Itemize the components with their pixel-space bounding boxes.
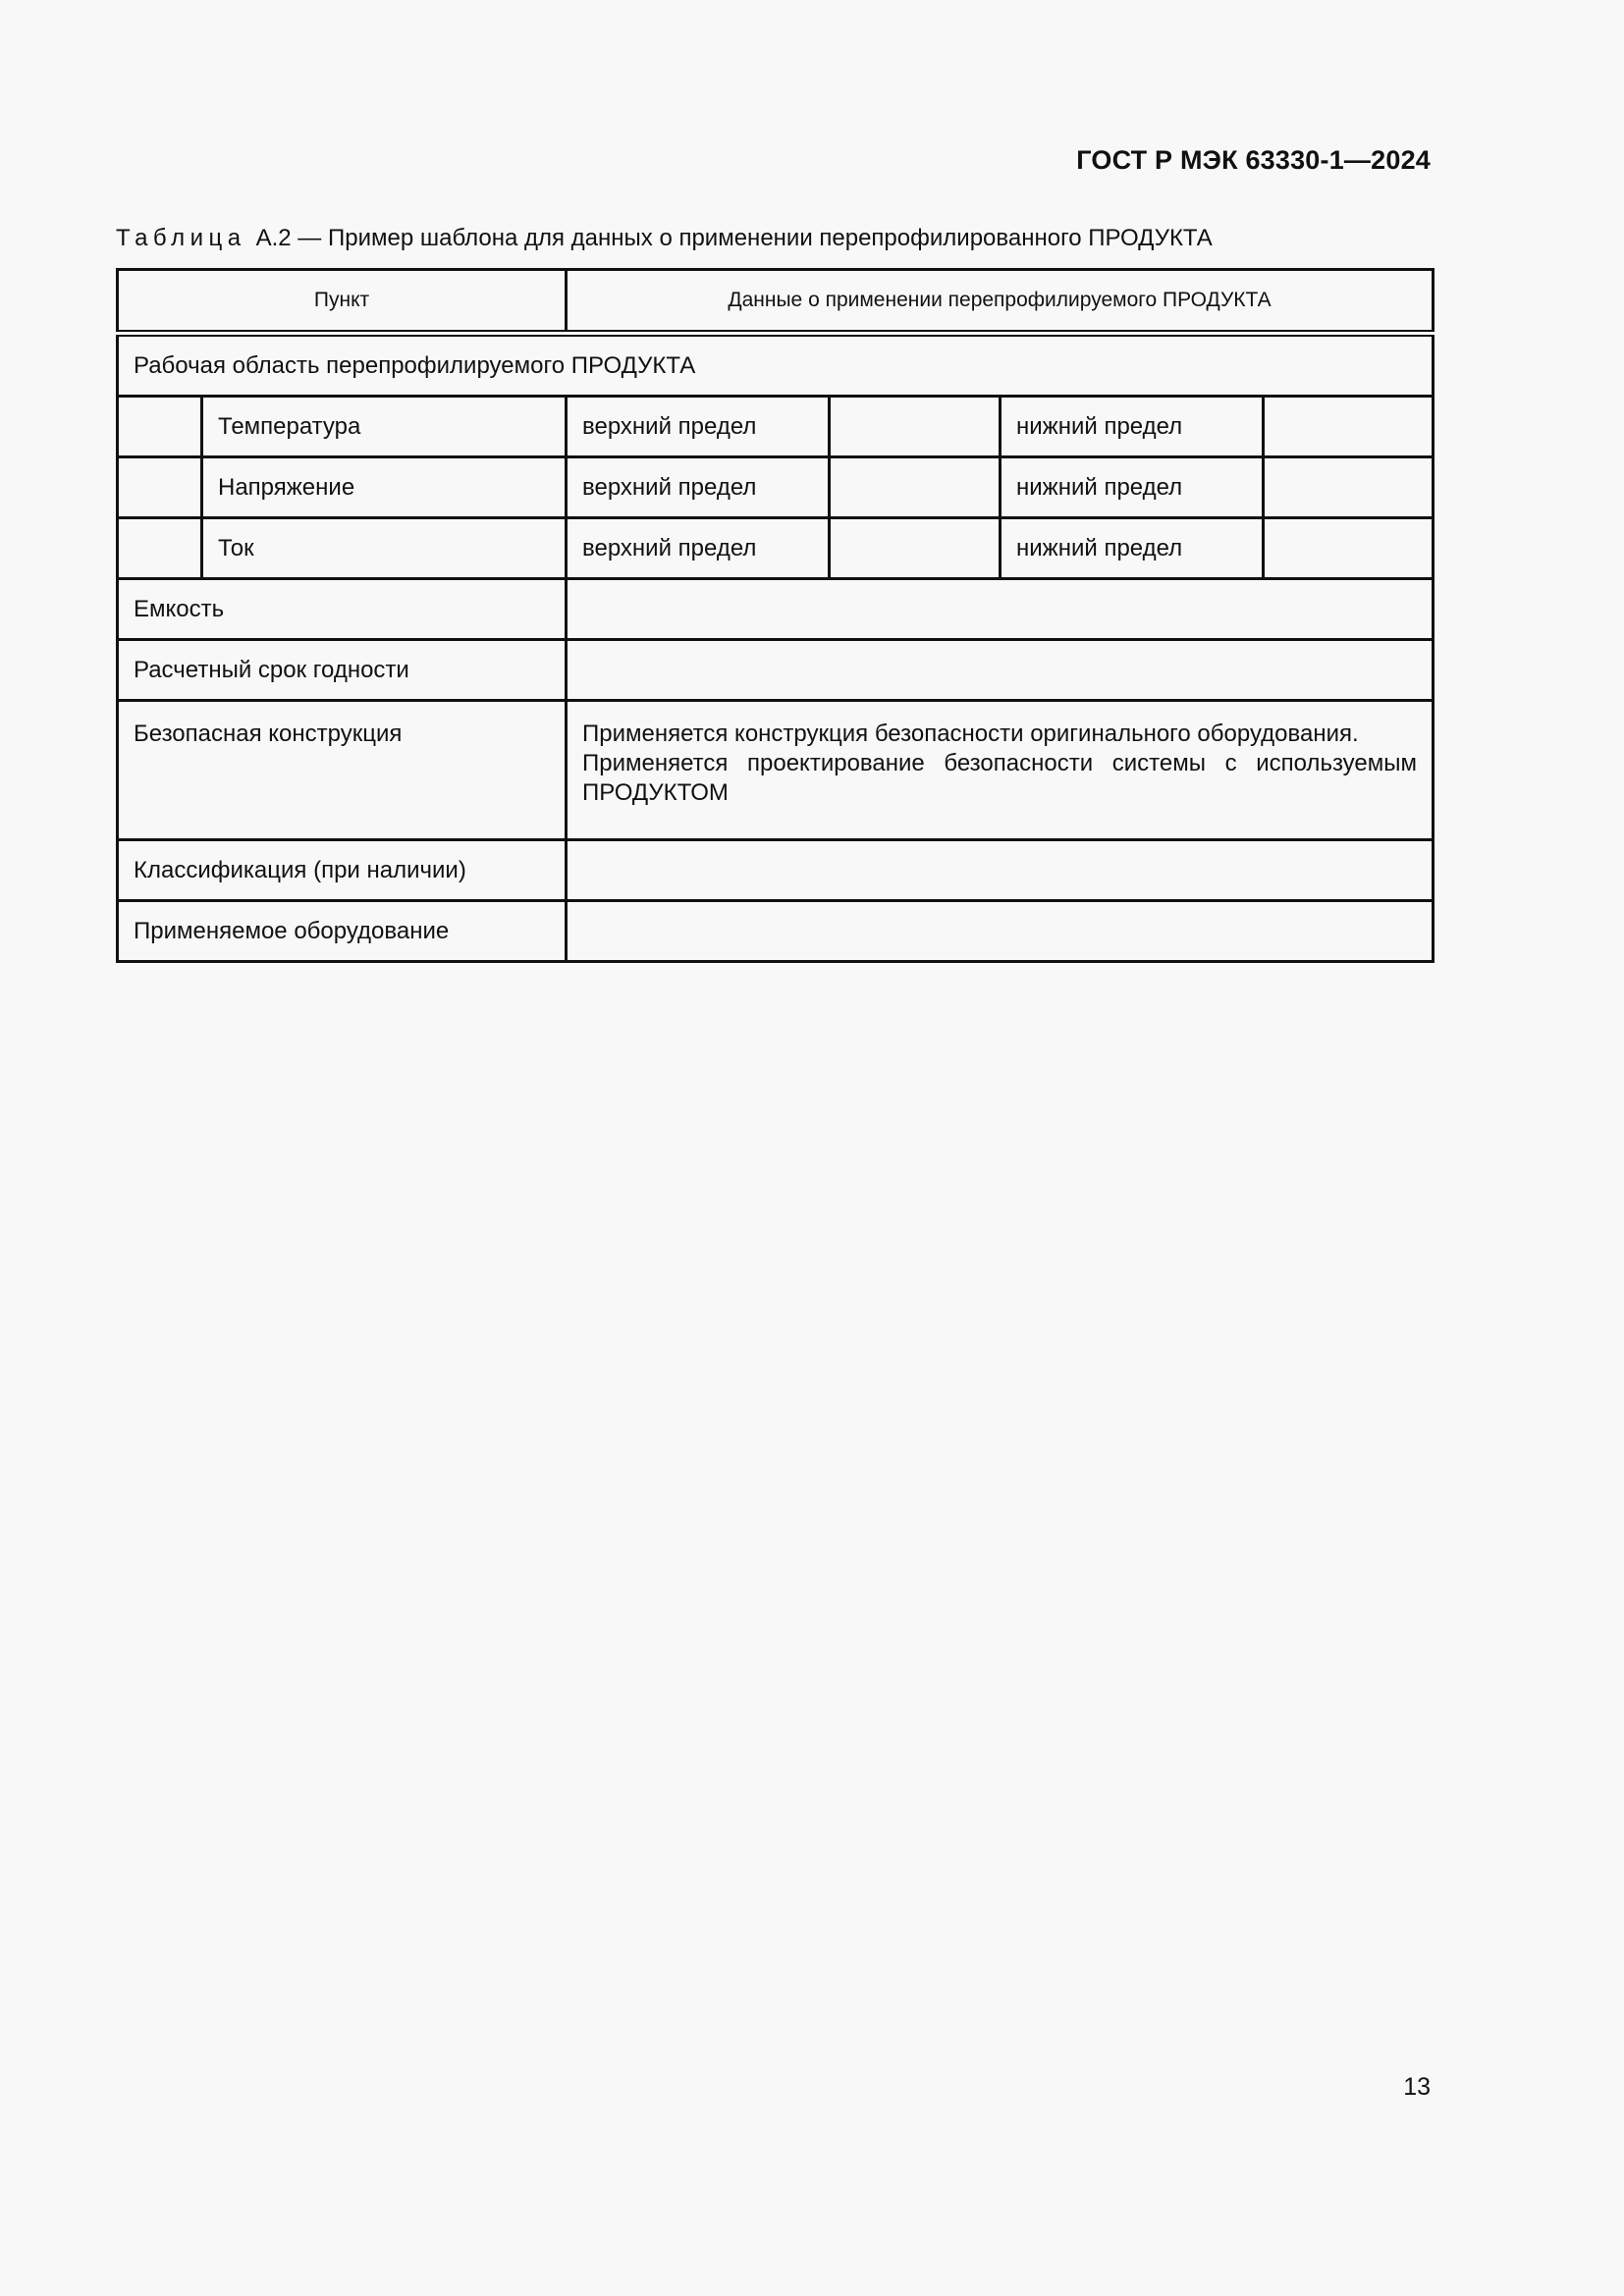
lower-limit-value-cell — [1264, 518, 1434, 579]
item-cell: Классификация (при наличии) — [118, 840, 567, 901]
item-cell: Применяемое оборудование — [118, 901, 567, 962]
value-cell — [567, 579, 1434, 640]
section-title-cell: Рабочая область перепрофилируемого ПРОДУКТА — [118, 334, 1434, 397]
table-row — [118, 901, 1434, 962]
value-line: Применяется конструкция безопасности оригинального оборудования. — [582, 721, 1359, 747]
parameter-name-cell: Температура — [202, 397, 567, 457]
upper-limit-value-cell — [830, 397, 1001, 457]
table-row — [118, 840, 1434, 901]
parameter-name-cell: Напряжение — [202, 457, 567, 518]
table-row — [118, 518, 1434, 579]
table-row — [118, 397, 1434, 457]
lower-limit-label-cell: нижний предел — [1001, 518, 1264, 579]
table-row — [118, 579, 1434, 640]
lower-limit-value-cell — [1264, 397, 1434, 457]
indent-cell — [118, 457, 202, 518]
indent-cell — [118, 397, 202, 457]
upper-limit-value-cell — [830, 518, 1001, 579]
item-cell: Безопасная конструкция — [118, 701, 567, 840]
value-cell — [567, 640, 1434, 701]
value-cell — [567, 840, 1434, 901]
lower-limit-label-cell: нижний предел — [1001, 397, 1264, 457]
section-row — [118, 334, 1434, 397]
table-row — [118, 640, 1434, 701]
table-caption-text: А.2 — Пример шаблона для данных о применении перепрофилированного ПРОДУКТА — [255, 225, 1213, 251]
value-cell — [567, 701, 1434, 840]
item-cell: Расчетный срок годности — [118, 640, 567, 701]
page-number: 13 — [1403, 2073, 1431, 2101]
upper-limit-label-cell: верхний предел — [567, 457, 830, 518]
parameter-name-cell: Ток — [202, 518, 567, 579]
upper-limit-value-cell — [830, 457, 1001, 518]
table-header-row — [118, 270, 1434, 334]
column-header-data: Данные о применении перепрофилируемого ПРОДУКТА — [567, 270, 1434, 334]
table-caption — [116, 225, 1213, 252]
table-row — [118, 701, 1434, 840]
value-line: Применяется проектирование безопасности системы с используемым ПРОДУКТОМ — [582, 750, 1418, 806]
column-header-item: Пункт — [118, 270, 567, 334]
upper-limit-label-cell: верхний предел — [567, 518, 830, 579]
application-data-table — [116, 268, 1435, 963]
document-standard-header: ГОСТ Р МЭК 63330-1—2024 — [1076, 145, 1431, 175]
item-cell: Емкость — [118, 579, 567, 640]
value-cell — [567, 901, 1434, 962]
indent-cell — [118, 518, 202, 579]
upper-limit-label-cell: верхний предел — [567, 397, 830, 457]
lower-limit-label-cell: нижний предел — [1001, 457, 1264, 518]
table-caption-label: Таблица — [116, 225, 246, 251]
lower-limit-value-cell — [1264, 457, 1434, 518]
table-row — [118, 457, 1434, 518]
